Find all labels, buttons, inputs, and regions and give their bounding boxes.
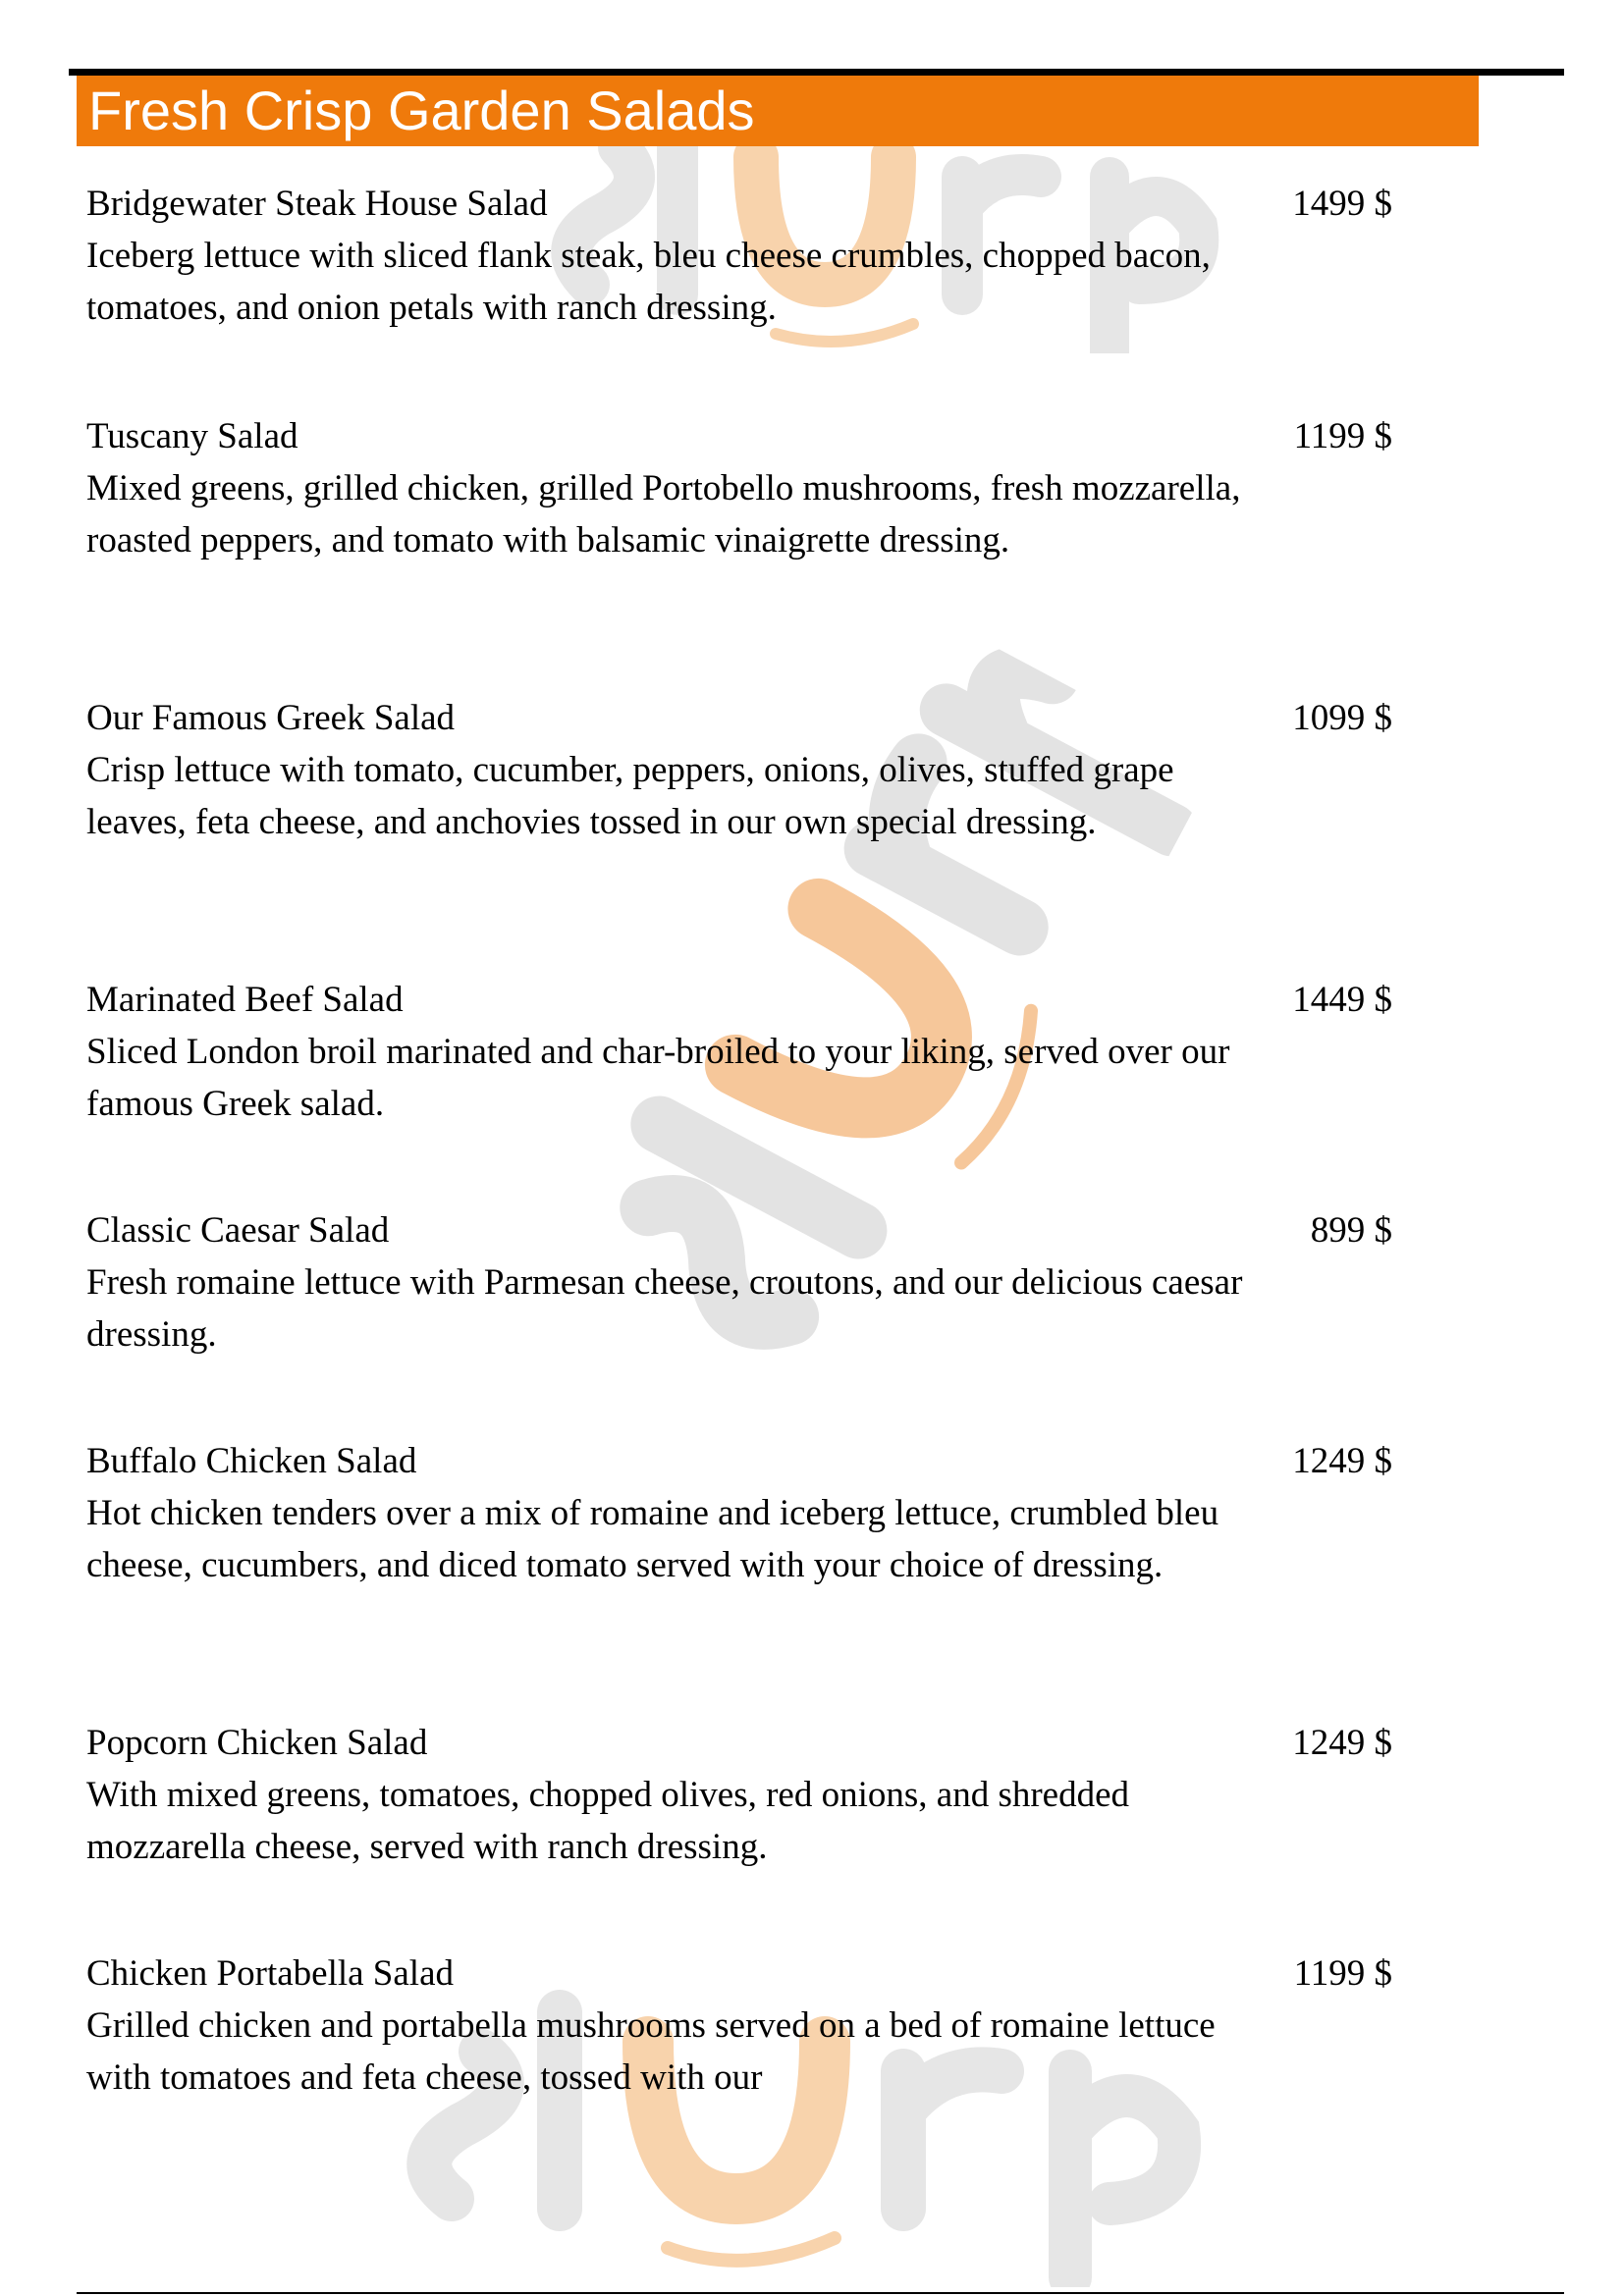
menu-item-description: Hot chicken tenders over a mix of romaine and iceberg lettuce, crumbled bleu cheese, cucumbers, and diced tomato served with your choice of dressing. [86,1493,1219,1585]
menu-item [86,1204,1402,1361]
menu-item-description: Sliced London broil marinated and char-broiled to your liking, served over our famous Greek salad. [86,1032,1230,1124]
menu-item-name: Classic Caesar Salad [86,1210,390,1251]
menu-item [86,692,1402,848]
menu-item-name: Chicken Portabella Salad [86,1953,455,1994]
menu-item-description: With mixed greens, tomatoes, chopped olives, red onions, and shredded mozzarella cheese, served with ranch dressing. [86,1775,1130,1867]
menu-item-description: Iceberg lettuce with sliced flank steak, bleu cheese crumbles, chopped bacon, tomatoes, and onion petals with ranch dressing. [86,236,1211,328]
menu-item-price: 899 $ [1310,1210,1392,1251]
menu-item-name: Bridgewater Steak House Salad [86,184,548,224]
bottom-rule [77,2292,1564,2294]
menu-item-name: Marinated Beef Salad [86,980,404,1020]
menu-item-price: 1199 $ [1293,1953,1392,1994]
section-title: Fresh Crisp Garden Salads [88,80,755,141]
menu-item-description: Fresh romaine lettuce with Parmesan cheese, croutons, and our delicious caesar dressing. [86,1262,1243,1355]
menu-item-price: 1449 $ [1292,980,1392,1020]
menu-item-price: 1499 $ [1292,184,1392,224]
top-rule [69,69,1564,76]
menu-item [86,974,1402,1130]
menu-item-price: 1249 $ [1292,1441,1392,1481]
menu-item-name: Tuscany Salad [86,416,298,456]
menu-item-price: 1249 $ [1292,1723,1392,1763]
menu-item-name: Popcorn Chicken Salad [86,1723,428,1763]
section-header [77,76,1479,146]
menu-item [86,1435,1402,1591]
menu-item-description: Crisp lettuce with tomato, cucumber, peppers, onions, olives, stuffed grape leaves, feta cheese, and anchovies tossed in our own special dressing. [86,750,1174,842]
menu-item-description: Grilled chicken and portabella mushrooms served on a bed of romaine lettuce with tomatoes and feta cheese, tossed with our [86,2005,1216,2098]
menu-item-name: Our Famous Greek Salad [86,698,456,738]
menu-item-description: Mixed greens, grilled chicken, grilled Portobello mushrooms, fresh mozzarella, roasted peppers, and tomato with balsamic vinaigrette dressing. [86,468,1241,561]
menu-item-price: 1199 $ [1293,416,1392,456]
menu-item [86,178,1402,334]
menu-item [86,1948,1402,2104]
menu-item-price: 1099 $ [1292,698,1392,738]
menu-item-name: Buffalo Chicken Salad [86,1441,417,1481]
menu-item [86,1717,1402,1873]
menu-item [86,410,1402,566]
